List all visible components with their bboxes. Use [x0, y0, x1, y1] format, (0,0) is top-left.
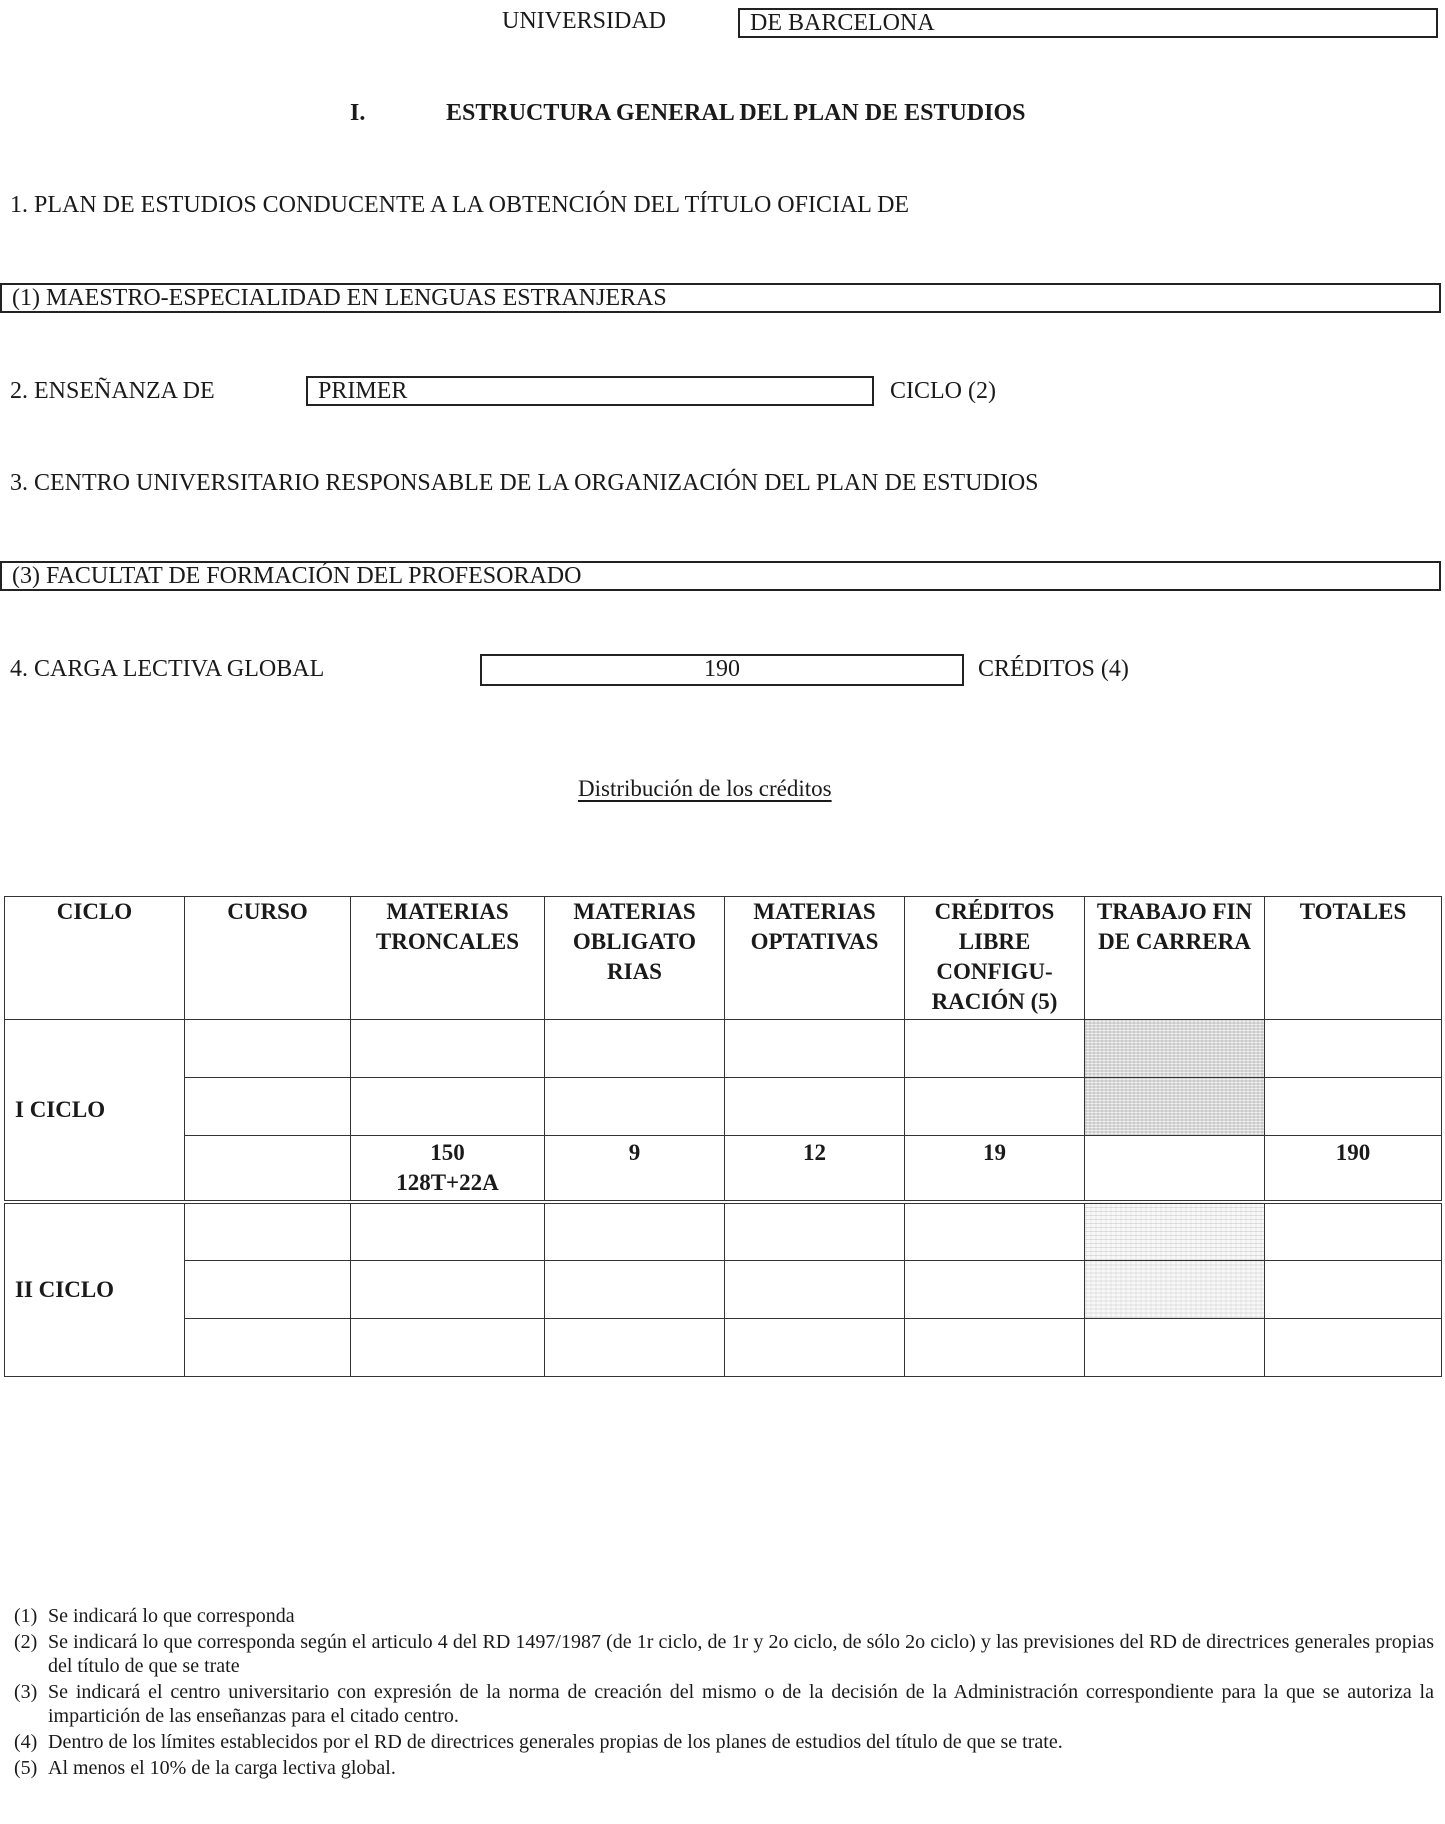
header-troncales: MATERIAS TRONCALES: [351, 897, 545, 1020]
table-row: [5, 1020, 1442, 1078]
table-cell: [185, 1318, 351, 1376]
table-cell: [185, 1078, 351, 1136]
item4-value: 190: [704, 656, 740, 682]
item2-label: 2. ENSEÑANZA DE: [10, 378, 215, 404]
footnote-text: Se indicará el centro universitario con expresión de la norma de creación del mismo o de la decisión de la Administración correspondiente para la que se autoriza la impartición de las enseñanzas para el citado centro.: [48, 1681, 1434, 1727]
table-cell: [185, 1260, 351, 1318]
ciclo2-label: II CICLO: [5, 1202, 185, 1376]
header-ciclo: CICLO: [5, 897, 185, 1020]
footnote-text: Se indicará lo que corresponda: [48, 1605, 295, 1627]
item1-value-box: [0, 283, 1441, 313]
header-curso: CURSO: [185, 897, 351, 1020]
item3-value: (3) FACULTAT DE FORMACIÓN DEL PROFESORADO: [12, 563, 582, 589]
table-cell: [1085, 1318, 1265, 1376]
item4-label: 4. CARGA LECTIVA GLOBAL: [10, 656, 325, 682]
table-cell: [1265, 1078, 1442, 1136]
table-cell: [725, 1318, 905, 1376]
table-cell: [351, 1020, 545, 1078]
university-label: UNIVERSIDAD: [502, 8, 666, 34]
footnote-item: [14, 1756, 1434, 1780]
item4-suffix: CRÉDITOS (4): [978, 656, 1129, 682]
footnote-text: Se indicará lo que corresponda según el articulo 4 del RD 1497/1987 (de 1r ciclo, de 1r y 2o ciclo, de sólo 2o ciclo) y las previsiones del RD de directrices generales propias del título de que se trate: [48, 1631, 1434, 1677]
shaded-cell: [1085, 1202, 1265, 1260]
troncales-detail: 128T+22A: [396, 1170, 499, 1195]
university-value: DE BARCELONA: [750, 10, 935, 36]
table-cell: [545, 1318, 725, 1376]
header-obligatorias: MATERIAS OBLIGATO RIAS: [545, 897, 725, 1020]
table-cell: [351, 1202, 545, 1260]
footnote-item: [14, 1730, 1434, 1754]
footnote-text: Al menos el 10% de la carga lectiva global.: [48, 1757, 396, 1779]
footnote-number: (3): [14, 1681, 38, 1703]
table-cell: [905, 1318, 1085, 1376]
troncales-cell: [351, 1136, 545, 1203]
table-cell: [1265, 1020, 1442, 1078]
table-row: [5, 1136, 1442, 1203]
table-header-row: [5, 897, 1442, 1020]
table-cell: [1265, 1202, 1442, 1260]
item4-value-box: [480, 654, 964, 686]
distribution-title: Distribución de los créditos: [578, 776, 832, 801]
table-cell: [1265, 1260, 1442, 1318]
item1-value: (1) MAESTRO-ESPECIALIDAD EN LENGUAS ESTRANJERAS: [12, 285, 667, 311]
header-libre: CRÉDITOS LIBRE CONFIGU- RACIÓN (5): [905, 897, 1085, 1020]
footnote-item: [14, 1604, 1434, 1628]
header-totales: TOTALES: [1265, 897, 1442, 1020]
table-row: [5, 1318, 1442, 1376]
totales-value: 190: [1265, 1136, 1442, 1203]
table-cell: [351, 1260, 545, 1318]
table-cell: [905, 1020, 1085, 1078]
table-cell: [545, 1078, 725, 1136]
footnote-item: [14, 1680, 1434, 1728]
item2-value-box: [306, 376, 874, 406]
obligatorias-value: 9: [545, 1136, 725, 1203]
item3-label: 3. CENTRO UNIVERSITARIO RESPONSABLE DE LA ORGANIZACIÓN DEL PLAN DE ESTUDIOS: [10, 470, 1039, 496]
table-cell: [905, 1260, 1085, 1318]
header-optativas: MATERIAS OPTATIVAS: [725, 897, 905, 1020]
ciclo1-label: I CICLO: [5, 1020, 185, 1203]
item1-label: 1. PLAN DE ESTUDIOS CONDUCENTE A LA OBTENCIÓN DEL TÍTULO OFICIAL DE: [10, 192, 910, 218]
footnote-number: (2): [14, 1631, 38, 1653]
optativas-value: 12: [725, 1136, 905, 1203]
table-cell: [545, 1202, 725, 1260]
table-cell: [905, 1202, 1085, 1260]
item2-value: PRIMER: [318, 378, 408, 404]
table-cell: [1085, 1136, 1265, 1203]
table-cell: [185, 1136, 351, 1203]
shaded-cell: [1085, 1078, 1265, 1136]
table-cell: [545, 1020, 725, 1078]
footnote-number: (5): [14, 1757, 38, 1779]
shaded-cell: [1085, 1020, 1265, 1078]
table-row: [5, 1202, 1442, 1260]
table-cell: [545, 1260, 725, 1318]
table-cell: [185, 1202, 351, 1260]
footnote-number: (4): [14, 1731, 38, 1753]
footnote-number: (1): [14, 1605, 38, 1627]
table-cell: [351, 1078, 545, 1136]
footnote-item: [14, 1630, 1434, 1678]
table-cell: [725, 1260, 905, 1318]
item2-suffix: CICLO (2): [890, 378, 996, 404]
credit-distribution-table: [4, 896, 1442, 1377]
footnote-text: Dentro de los límites establecidos por el RD de directrices generales propias de los planes de estudios del título de que se trate.: [48, 1731, 1063, 1753]
table-row: [5, 1078, 1442, 1136]
shaded-cell: [1085, 1260, 1265, 1318]
header-trabajo: TRABAJO FIN DE CARRERA: [1085, 897, 1265, 1020]
section-number: I.: [350, 100, 366, 126]
table-cell: [725, 1078, 905, 1136]
table-cell: [185, 1020, 351, 1078]
table-cell: [725, 1202, 905, 1260]
item3-value-box: [0, 561, 1441, 591]
footnotes: [14, 1604, 1434, 1782]
table-cell: [725, 1020, 905, 1078]
university-value-box: [738, 8, 1438, 38]
libre-value: 19: [905, 1136, 1085, 1203]
troncales-value: 150: [430, 1140, 465, 1165]
table-cell: [905, 1078, 1085, 1136]
table-cell: [1265, 1318, 1442, 1376]
table-cell: [351, 1318, 545, 1376]
table-row: [5, 1260, 1442, 1318]
section-title: ESTRUCTURA GENERAL DEL PLAN DE ESTUDIOS: [446, 100, 1026, 126]
